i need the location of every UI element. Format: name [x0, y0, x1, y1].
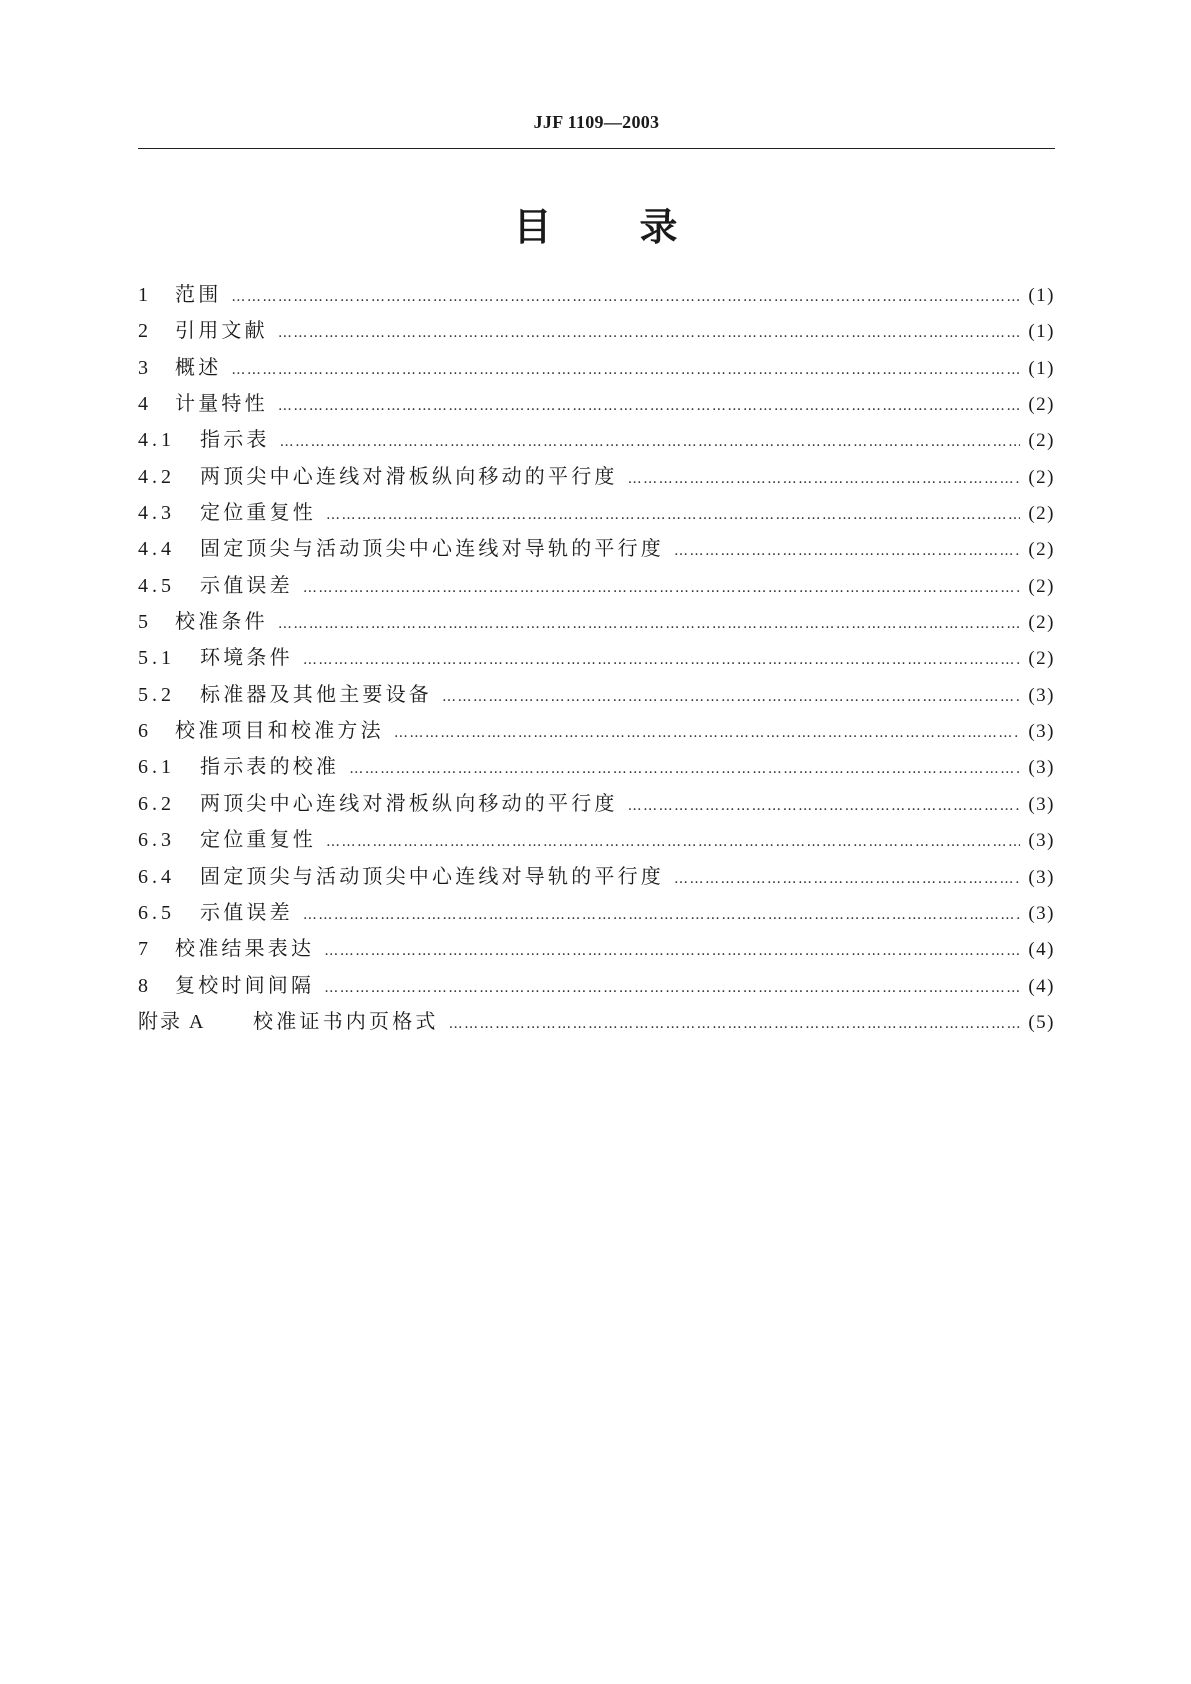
dot-leader [303, 642, 1021, 678]
dot-leader [326, 497, 1020, 533]
toc-entry-page: (3) [1028, 684, 1055, 706]
toc-entry[interactable] [138, 858, 1055, 894]
dot-leader [326, 824, 1020, 860]
toc-entry-page: (2) [1028, 539, 1055, 561]
toc-entry-page: (2) [1028, 503, 1055, 525]
dot-leader [324, 933, 1020, 969]
toc-entry-label: 定位重复性 [200, 827, 316, 852]
toc-entry-number: 附录 A [138, 1010, 206, 1033]
toc-entry-number: 8 [138, 974, 152, 997]
toc-entry-page: (1) [1028, 321, 1055, 343]
toc-entry-number: 4.4 [138, 538, 175, 561]
toc-entry[interactable] [138, 894, 1055, 930]
toc-entry-number: 5 [138, 611, 152, 634]
dot-leader [628, 461, 1021, 497]
toc-entry[interactable] [138, 530, 1055, 566]
toc-entry[interactable] [138, 712, 1055, 748]
toc-entry-label: 标准器及其他主要设备 [200, 681, 432, 706]
toc-entry-page: (3) [1028, 902, 1055, 924]
toc-entry-page: (2) [1028, 648, 1055, 670]
toc-entry-page: (3) [1028, 721, 1055, 743]
toc-entry-page: (3) [1028, 830, 1055, 852]
dot-leader [628, 788, 1021, 824]
toc-entry[interactable] [138, 312, 1055, 348]
toc-entry-number: 2 [138, 320, 152, 343]
toc-entry-number: 4.1 [138, 429, 175, 452]
toc-entry-page: (2) [1028, 575, 1055, 597]
toc-entry-number: 4 [138, 393, 152, 416]
toc-entry[interactable] [138, 676, 1055, 712]
toc-entry-number: 5.1 [138, 647, 175, 670]
toc-entry[interactable] [138, 967, 1055, 1003]
dot-leader [324, 970, 1020, 1006]
toc-entry-label: 概述 [175, 354, 222, 379]
toc-entry[interactable] [138, 494, 1055, 530]
dot-leader [674, 861, 1020, 897]
toc-entry-number: 6.5 [138, 901, 175, 924]
toc-entry-number: 4.5 [138, 574, 175, 597]
header-divider [138, 148, 1055, 149]
toc-entry-page: (1) [1028, 285, 1055, 306]
toc-entry-number: 6 [138, 720, 152, 743]
toc-entry[interactable] [138, 821, 1055, 857]
toc-entry[interactable] [138, 603, 1055, 639]
toc-entry[interactable] [138, 930, 1055, 966]
toc-entry-page: (3) [1028, 757, 1055, 779]
dot-leader [303, 570, 1021, 606]
toc-entry-label: 引用文献 [175, 318, 268, 343]
document-code-header: JJF 1109—2003 [533, 112, 660, 132]
toc-entry-page: (2) [1028, 430, 1055, 452]
toc-entry[interactable] [138, 421, 1055, 457]
toc-entry-label: 校准证书内页格式 [253, 1008, 439, 1033]
toc-entry-label: 范围 [175, 282, 222, 306]
toc-entry-label: 两顶尖中心连线对滑板纵向移动的平行度 [200, 463, 618, 488]
toc-entry[interactable] [138, 748, 1055, 784]
toc-entry-number: 4.2 [138, 465, 175, 488]
toc-entry-number: 6.1 [138, 756, 175, 779]
toc-entry-page: (4) [1028, 975, 1055, 997]
toc-entry-label: 指示表 [200, 427, 270, 452]
toc-title-char-2: 录 [639, 205, 680, 249]
dot-leader [231, 279, 1020, 315]
dot-leader [303, 897, 1021, 933]
toc-entry-label: 校准结果表达 [175, 936, 315, 961]
table-of-contents [138, 276, 1055, 1039]
toc-entry[interactable] [138, 785, 1055, 821]
toc-entry-label: 固定顶尖与活动顶尖中心连线对导轨的平行度 [200, 863, 664, 888]
toc-entry-page: (2) [1028, 466, 1055, 488]
toc-entry-label: 示值误差 [200, 572, 293, 597]
dot-leader [349, 751, 1020, 787]
toc-entry-number: 5.2 [138, 683, 175, 706]
toc-entry-label: 定位重复性 [200, 500, 316, 525]
dot-leader [278, 606, 1021, 642]
toc-entry-label: 指示表的校准 [200, 754, 340, 779]
toc-entry-page: (2) [1028, 612, 1055, 634]
toc-entry-number: 6.4 [138, 865, 175, 888]
toc-entry-label: 两顶尖中心连线对滑板纵向移动的平行度 [200, 790, 618, 815]
dot-leader [394, 715, 1021, 751]
toc-entry-page: (3) [1028, 866, 1055, 888]
toc-entry-number: 6.3 [138, 829, 175, 852]
toc-entry-label: 示值误差 [200, 899, 293, 924]
toc-entry-label: 计量特性 [175, 391, 268, 416]
toc-title-char-1: 目 [513, 205, 554, 249]
toc-entry[interactable] [138, 349, 1055, 385]
toc-entry-number: 6.2 [138, 792, 175, 815]
toc-entry-appendix[interactable] [138, 1003, 1055, 1039]
dot-leader [449, 1006, 1021, 1042]
dot-leader [280, 424, 1021, 460]
toc-entry[interactable] [138, 639, 1055, 675]
toc-entry-page: (4) [1028, 939, 1055, 961]
toc-entry-page: (5) [1028, 1011, 1055, 1033]
toc-title [138, 196, 1055, 251]
toc-entry-label: 校准项目和校准方法 [175, 718, 384, 743]
toc-entry-label: 固定顶尖与活动顶尖中心连线对导轨的平行度 [200, 536, 664, 561]
toc-entry-label: 环境条件 [200, 645, 293, 670]
dot-leader [674, 533, 1020, 569]
toc-entry-number: 7 [138, 938, 152, 961]
toc-entry-number: 4.3 [138, 502, 175, 525]
toc-entry-label: 校准条件 [175, 609, 268, 634]
toc-entry[interactable] [138, 567, 1055, 603]
toc-entry-page: (2) [1028, 394, 1055, 416]
dot-leader [442, 679, 1020, 715]
dot-leader [278, 388, 1021, 424]
toc-entry-page: (3) [1028, 793, 1055, 815]
toc-entry[interactable] [138, 385, 1055, 421]
toc-entry-number: 3 [138, 356, 152, 379]
toc-entry-number: 1 [138, 284, 152, 306]
toc-entry[interactable] [138, 458, 1055, 494]
dot-leader [278, 315, 1021, 351]
toc-entry[interactable] [138, 276, 1055, 312]
dot-leader [231, 352, 1020, 388]
toc-entry-page: (1) [1028, 357, 1055, 379]
toc-entry-label: 复校时间间隔 [175, 972, 315, 997]
